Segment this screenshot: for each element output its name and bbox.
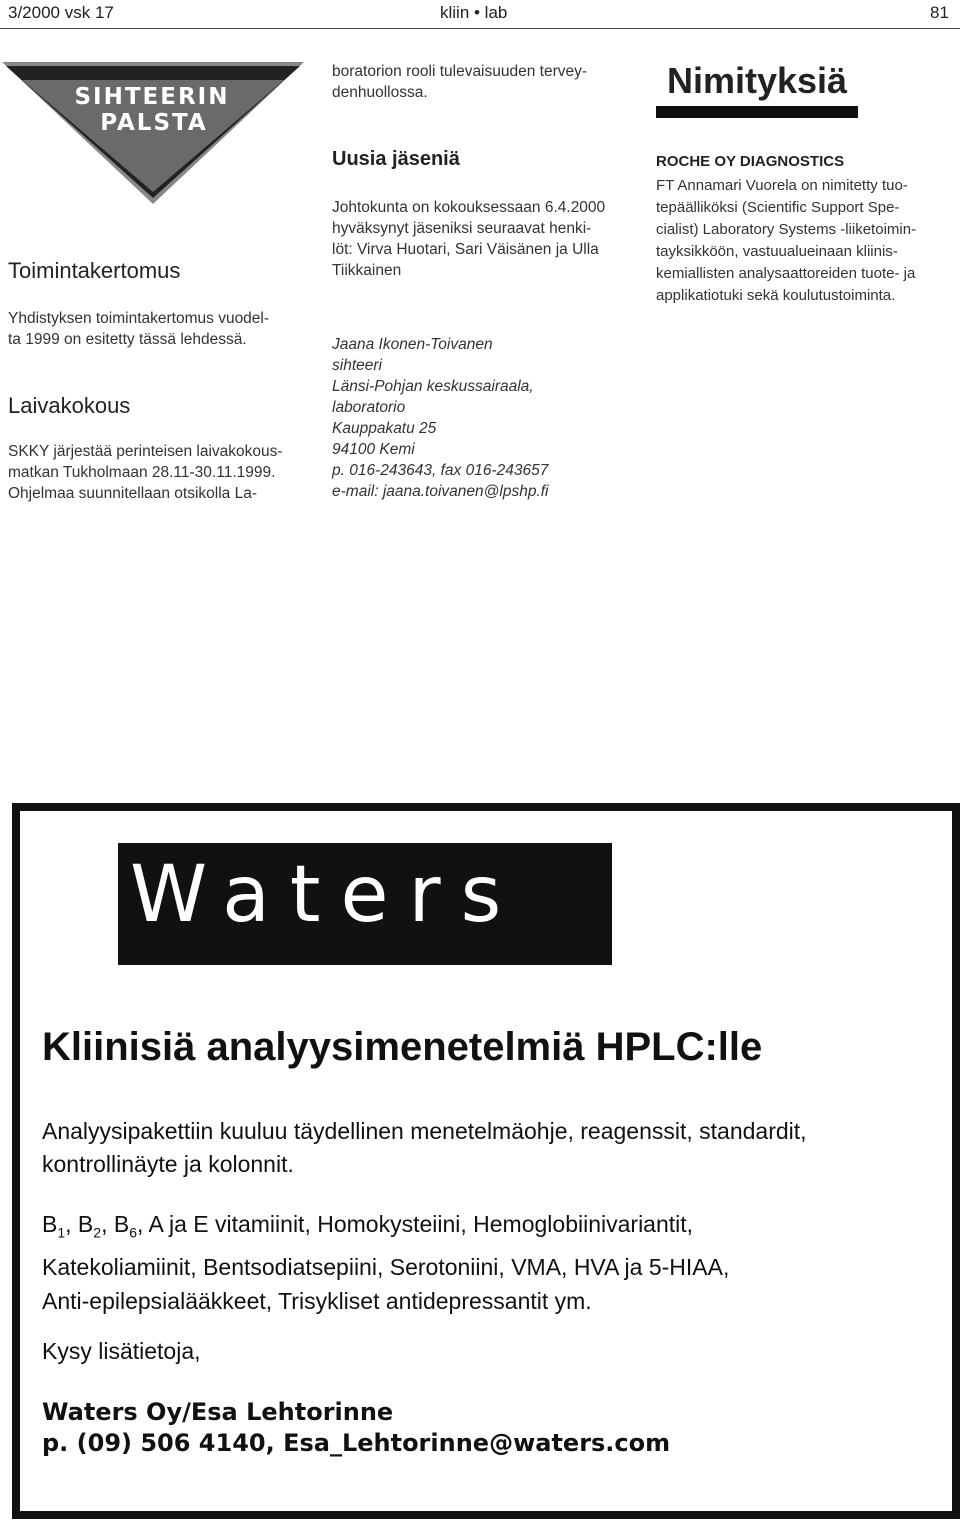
nimityksia-header — [656, 60, 858, 102]
text-line: cialist) Laboratory Systems -liiketoimin- — [656, 221, 917, 238]
text-line: kontrollinäyte ja kolonnit. — [42, 1151, 294, 1177]
ad-paragraph-2 — [42, 1207, 729, 1318]
journal-name: kliin • lab — [440, 3, 508, 22]
ad-contact — [42, 1397, 670, 1459]
nimityksia-bar — [656, 106, 858, 118]
waters-logo-text: Waters — [130, 850, 522, 940]
toimintakertomus-section — [8, 258, 300, 284]
text-line: Yhdistyksen toimintakertomus vuodel- — [8, 310, 270, 327]
heading-laivakokous: Laivakokous — [8, 393, 131, 418]
laivakokous-section — [8, 393, 300, 419]
text-line: denhuollossa. — [332, 84, 428, 101]
roche-text — [656, 175, 952, 307]
text-line: SKKY järjestää perinteisen laivakokous- — [8, 443, 283, 460]
b-letter: B — [113, 1211, 130, 1237]
ad-title: Kliinisiä analyysimenetelmiä HPLC:lle — [42, 1025, 763, 1069]
b-letter: B — [77, 1211, 94, 1237]
header-divider — [0, 28, 960, 29]
text-line: FT Annamari Vuorela on nimitetty tuo- — [656, 177, 908, 194]
separator: , — [65, 1211, 72, 1237]
vitamin-line — [42, 1207, 729, 1250]
text-line: tepäälliköksi (Scientific Support Spe- — [656, 199, 900, 216]
text-line: löt: Virva Huotari, Sari Väisänen ja Ulla — [332, 241, 599, 258]
subscript: 2 — [93, 1224, 102, 1241]
text-line: boratorion rooli tulevaisuuden tervey- — [332, 63, 588, 80]
text-line: Tiikkainen — [332, 262, 402, 279]
separator: , — [101, 1211, 108, 1237]
text-line: hyväksynyt jäseniksi seuraavat henki- — [332, 220, 592, 237]
banner-line-1: SIHTEERIN — [74, 84, 230, 110]
contact-name: Waters Oy/Esa Lehtorinne — [42, 1398, 394, 1426]
sihteerin-palsta-banner — [2, 62, 304, 204]
text-line: matkan Tukholmaan 28.11-30.11.1999. — [8, 464, 276, 481]
heading-toimintakertomus: Toimintakertomus — [8, 258, 181, 283]
laivakokous-text — [8, 441, 300, 504]
uusia-jasenia-text — [332, 197, 630, 281]
subscript: 6 — [129, 1224, 137, 1241]
text-line: tayksikköön, vastuualueinaan kliinis- — [656, 243, 898, 260]
banner-line-2: PALSTA — [100, 110, 208, 136]
text-line: ta 1999 on esitetty tässä lehdessä. — [8, 331, 247, 348]
subscript: 1 — [57, 1224, 66, 1241]
heading-roche: ROCHE OY DIAGNOSTICS — [656, 153, 845, 170]
signature-name: Jaana Ikonen-Toivanen — [332, 336, 493, 353]
contact-details[interactable]: p. (09) 506 4140, Esa_Lehtorinne@waters.com — [42, 1429, 671, 1457]
text-line: kemiallisten analysaattoreiden tuote- ja — [656, 265, 916, 282]
text-line: Anti-epilepsialääkkeet, Trisykliset antidepressantit ym. — [42, 1287, 592, 1314]
signature-line: Kauppakatu 25 — [332, 420, 437, 437]
toimintakertomus-text — [8, 308, 300, 350]
uusia-jasenia-section — [332, 148, 630, 171]
heading-uusia-jasenia: Uusia jäseniä — [332, 148, 460, 170]
text-line: Johtokunta on kokouksessaan 6.4.2000 — [332, 199, 606, 216]
text-line: Katekoliamiinit, Bentsodiatsepiini, Serotoniini, VMA, HVA ja 5-HIAA, — [42, 1253, 730, 1280]
signature-line: laboratorio — [332, 399, 406, 416]
page-number: 81 — [930, 3, 949, 22]
text-line: Analyysipakettiin kuuluu täydellinen menetelmäohje, reagenssit, standardit, — [42, 1118, 807, 1144]
continued-text — [332, 61, 630, 103]
text-line: Ohjelmaa suunnitellaan otsikolla La- — [8, 485, 258, 502]
signature-line: Länsi-Pohjan keskussairaala, — [332, 378, 534, 395]
signature-email[interactable]: e-mail: jaana.toivanen@lpshp.fi — [332, 483, 549, 500]
signature-line: 94100 Kemi — [332, 441, 415, 458]
signature-phone: p. 016-243643, fax 016-243657 — [332, 462, 549, 479]
signature-block — [332, 334, 630, 502]
ad-paragraph-1 — [42, 1115, 807, 1181]
text-line: applikatiotuki sekä koulutustoiminta. — [656, 287, 896, 304]
signature-title: sihteeri — [332, 357, 382, 374]
b-letter: B — [42, 1211, 58, 1237]
roche-section — [656, 153, 952, 170]
ad-paragraph-3: Kysy lisätietoja, — [42, 1338, 201, 1364]
issue-info: 3/2000 vsk 17 — [8, 3, 114, 22]
text-span: , A ja E vitamiinit, Homokysteiini, Hemoglobiinivariantit, — [136, 1211, 694, 1237]
heading-nimityksia: Nimityksiä — [666, 60, 848, 101]
